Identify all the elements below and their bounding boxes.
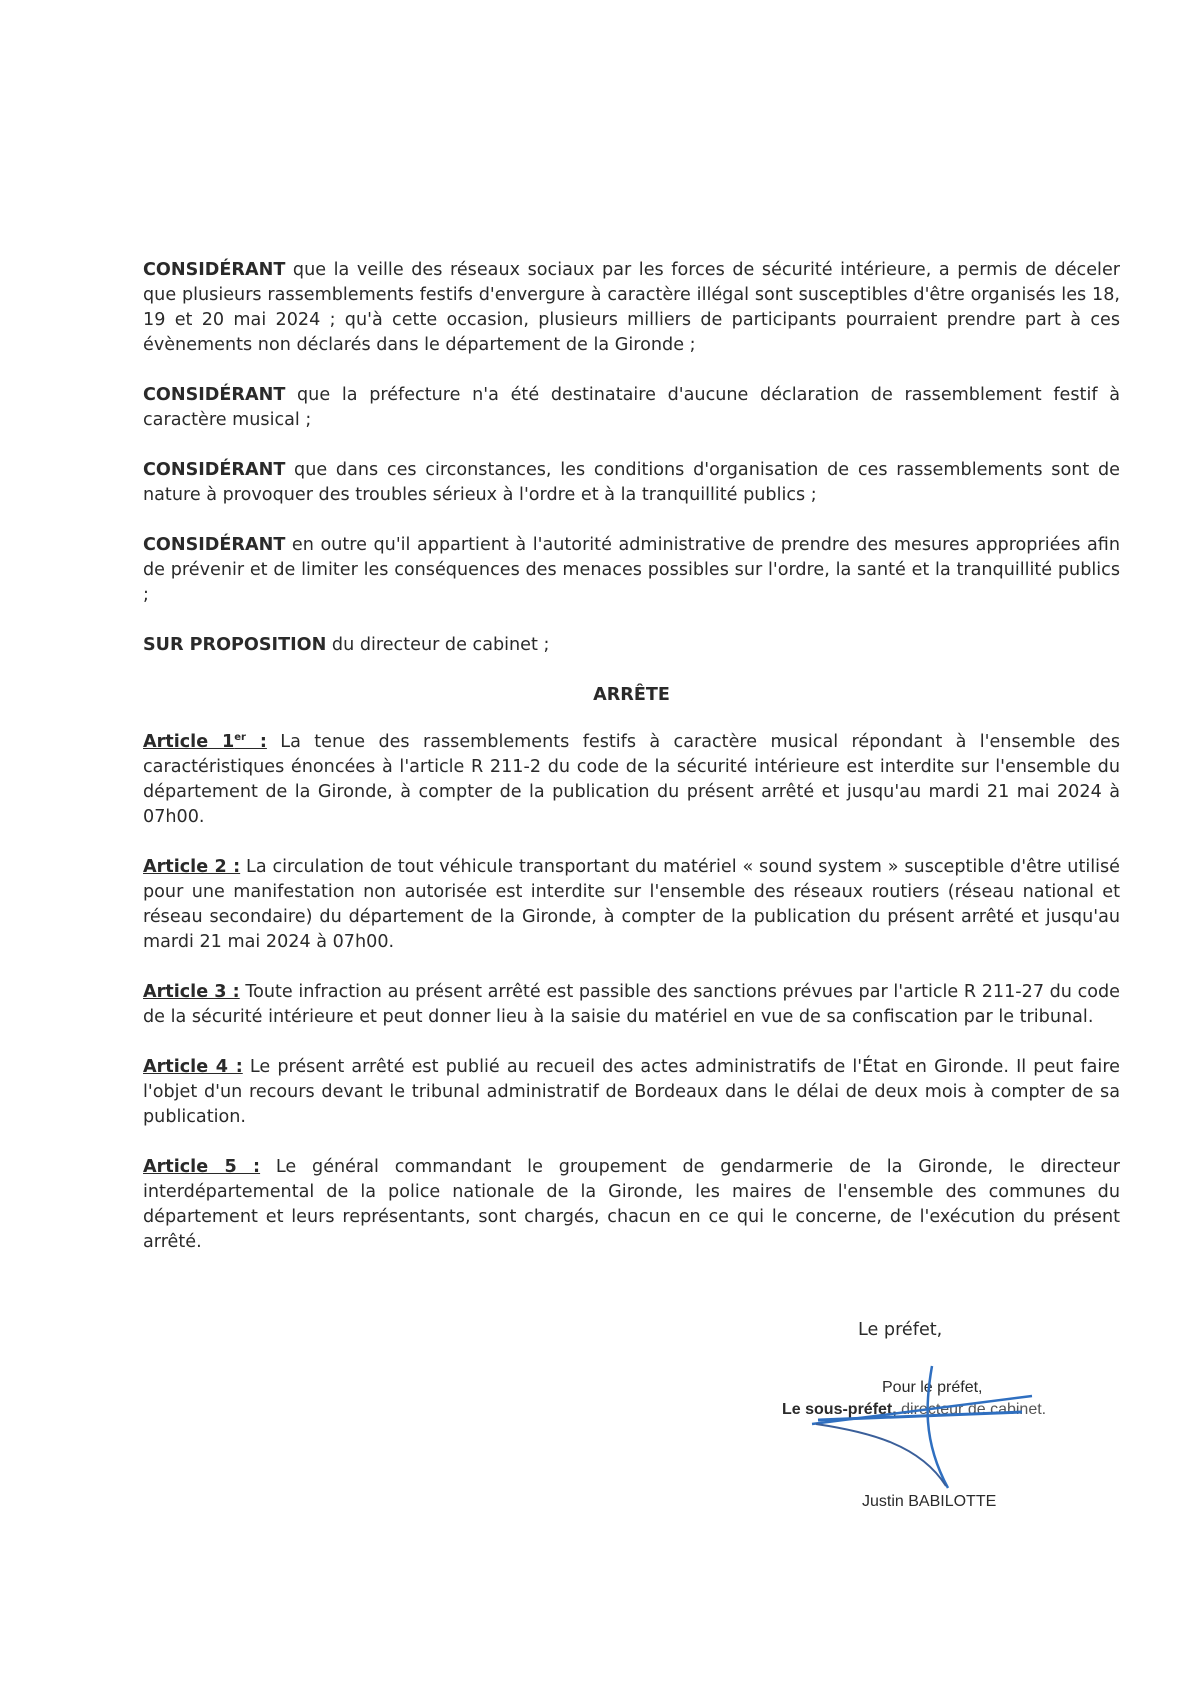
- article-text: Toute infraction au présent arrêté est passible des sanctions prévues par l'article R 211-27 du code de la sécurité intérieure et peut donner lieu à la saisie du matériel en vue de sa confiscation par le tribunal.: [143, 982, 1120, 1027]
- article-text: Le général commandant le groupement de gendarmerie de la Gironde, le directeur interdépartemental de la police nationale de la Gironde, les maires de l'ensemble des communes du département et leurs représentants, sont chargés, chacun en ce qui le concerne, de l'exécution du présent arrêté.: [143, 1157, 1120, 1252]
- lead: CONSIDÉRANT: [143, 385, 286, 405]
- article-text: La tenue des rassemblements festifs à caractère musical répondant à l'ensemble des caractéristiques énoncées à l'article R 211-2 du code de la sécurité intérieure est interdite sur l'ensemble du département de la Gironde, à compter de la publication du présent arrêté et jusqu'au mardi 21 mai 2024 à 07h00.: [143, 732, 1120, 827]
- colon: :: [245, 732, 267, 752]
- signer-name: Justin BABILOTTE: [862, 1493, 997, 1510]
- closing: Le préfet,: [858, 1320, 943, 1340]
- label: Article 1: [143, 732, 235, 752]
- text: du directeur de cabinet ;: [326, 635, 550, 655]
- text: que la préfecture n'a été destinataire d'aucune déclaration de rassemblement festif à caractère musical ;: [143, 385, 1120, 430]
- article-label: Article 3 :: [143, 982, 240, 1002]
- article-label: Article 2 :: [143, 857, 241, 877]
- article-label: Article 5 :: [143, 1157, 261, 1177]
- text: que dans ces circonstances, les conditions d'organisation de ces rassemblements sont de nature à provoquer des troubles sérieux à l'ordre et à la tranquillité publics ;: [143, 460, 1120, 505]
- article-label: Article 4 :: [143, 1057, 243, 1077]
- lead: CONSIDÉRANT: [143, 535, 286, 555]
- role-bold: Le sous-préfet,: [782, 1401, 897, 1418]
- decision-title: ARRÊTE: [593, 685, 670, 705]
- text: en outre qu'il appartient à l'autorité administrative de prendre des mesures appropriées afin de prévenir et de limiter les conséquences des menaces possibles sur l'ordre, la santé et la tranquillité publics ;: [143, 535, 1120, 605]
- superscript: er: [234, 732, 246, 744]
- article-text: La circulation de tout véhicule transportant du matériel « sound system » susceptible d'être utilisé pour une manifestation non autorisée est interdite sur l'ensemble des réseaux routiers (réseau national et réseau secondaire) du département de la Gironde, à compter de la publication du présent arrêté et jusqu'au mardi 21 mai 2024 à 07h00.: [143, 857, 1120, 952]
- lead: SUR PROPOSITION: [143, 635, 327, 655]
- role-rest: directeur de cabinet.: [896, 1401, 1047, 1418]
- text: que la veille des réseaux sociaux par les forces de sécurité intérieure, a permis de déceler que plusieurs rassemblements festifs d'envergure à caractère illégal sont susceptibles d'être organisés les 18, 19 et 20 mai 2024 ; qu'à cette occasion, plusieurs milliers de participants pourraient prendre part à ces évènements non déclarés dans le département de la Gironde ;: [143, 260, 1120, 355]
- delegation: Pour le préfet,: [882, 1379, 983, 1396]
- lead: CONSIDÉRANT: [143, 260, 286, 280]
- article-text: Le présent arrêté est publié au recueil des actes administratifs de l'État en Gironde. Il peut faire l'objet d'un recours devant le tribunal administratif de Bordeaux dans le délai de deux mois à compter de sa publication.: [143, 1057, 1120, 1127]
- lead: CONSIDÉRANT: [143, 460, 286, 480]
